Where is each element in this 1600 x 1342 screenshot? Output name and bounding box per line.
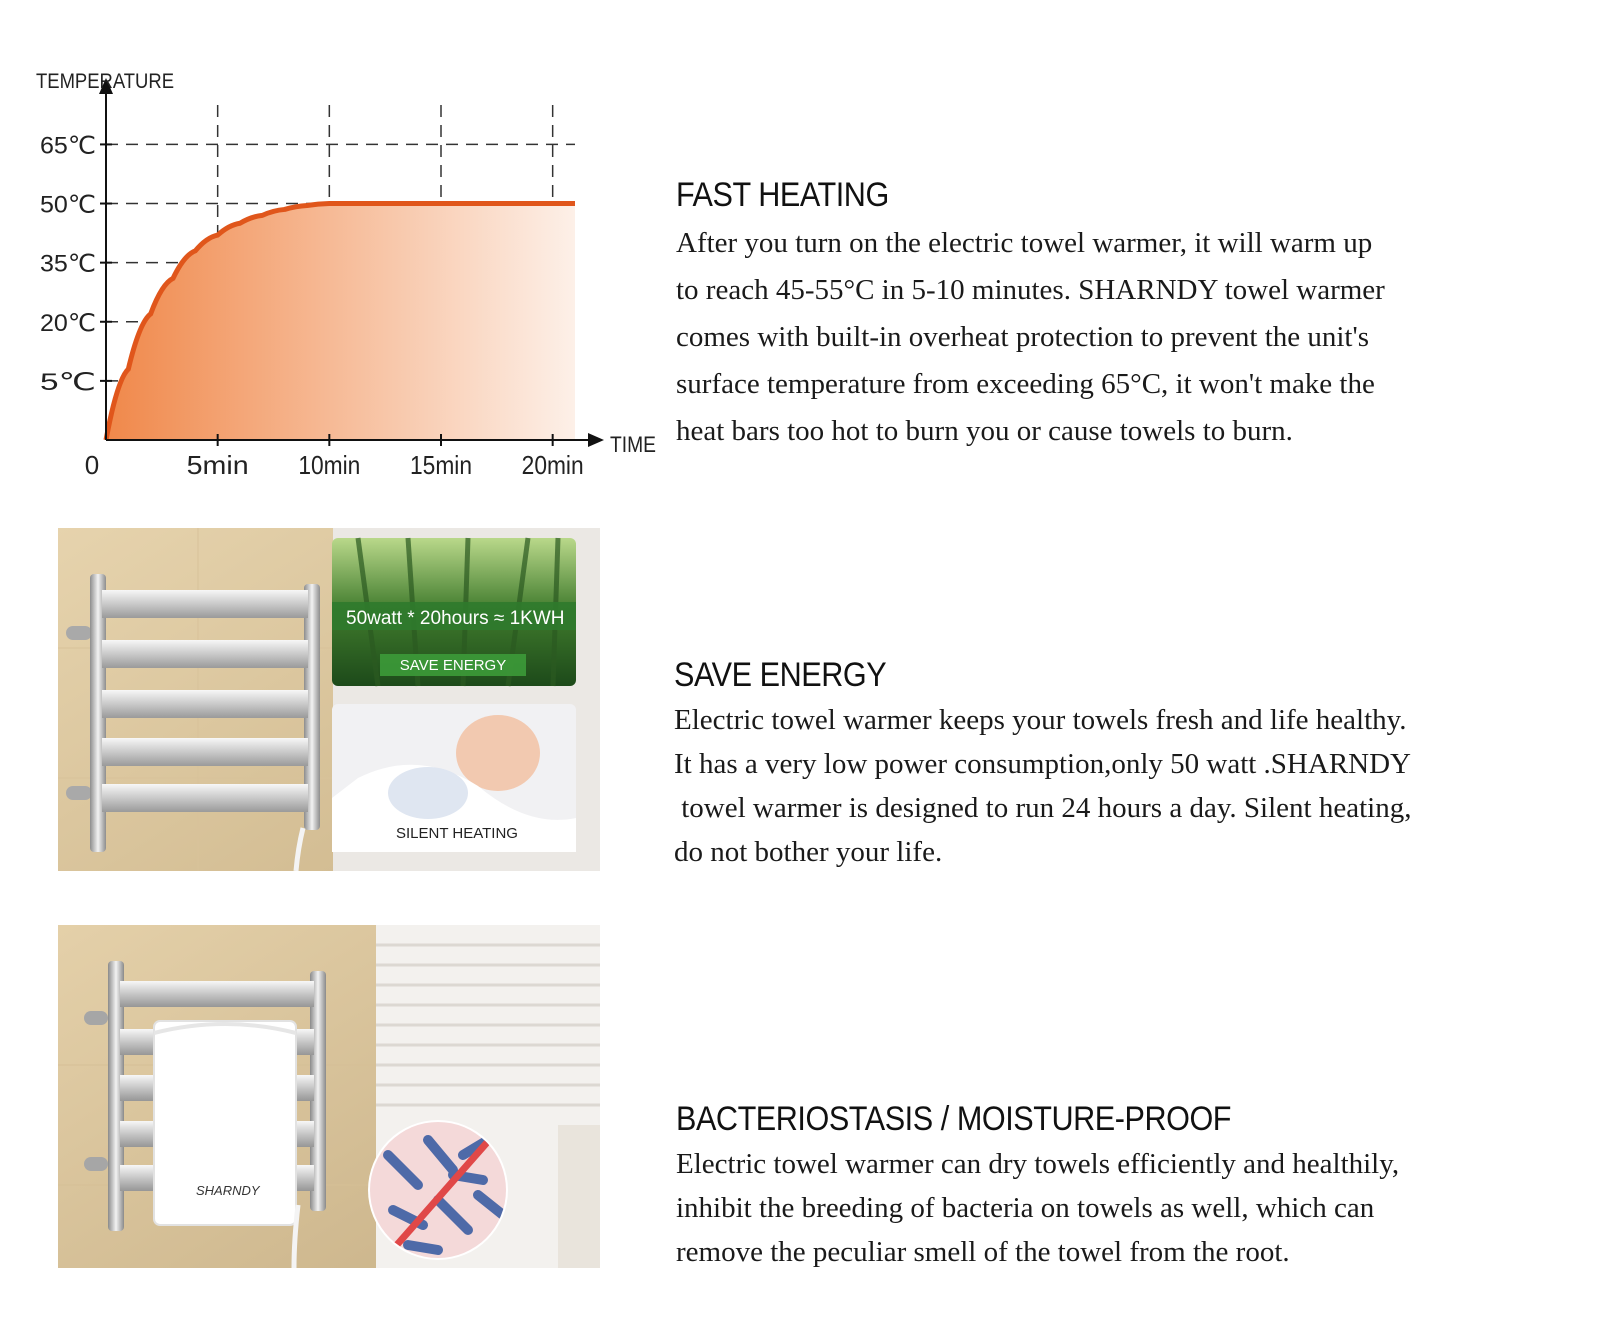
body-line: to reach 45-55°C in 5-10 minutes. SHARNDY towel warmer: [676, 274, 1385, 306]
chart-y-axis-label: TEMPERATURE: [36, 70, 174, 93]
bacteriostasis-illustration: [58, 925, 600, 1268]
body-line: heat bars too hot to burn you or cause towels to burn.: [676, 415, 1293, 447]
section-title-fast-heating: FAST HEATING: [676, 176, 889, 214]
chart-x-tick-label: 0: [84, 450, 100, 480]
chart-x-tick-label: 10min: [298, 450, 361, 480]
save-energy-photo: [58, 528, 600, 871]
section-body-bacteriostasis: [676, 1142, 1399, 1274]
chart-x-axis-arrow: [588, 433, 604, 447]
save-energy-badge: SAVE ENERGY: [399, 657, 507, 674]
body-line: remove the peculiar smell of the towel from the root.: [676, 1236, 1290, 1268]
section-title-save-energy: SAVE ENERGY: [674, 656, 887, 694]
body-line: inhibit the breeding of bacteria on towels as well, which can: [676, 1192, 1375, 1224]
energy-formula-label: 50watt * 20hours ≈ 1KWH: [346, 608, 565, 629]
body-line: Electric towel warmer can dry towels efficiently and healthily,: [676, 1148, 1400, 1180]
chart-y-tick-label: 35℃: [40, 250, 96, 278]
bacteriostasis-photo: [58, 925, 600, 1268]
chart-y-tick-label: 50℃: [40, 191, 96, 219]
towel-brand-label: SHARNDY: [196, 1183, 260, 1198]
body-line: Electric towel warmer keeps your towels fresh and life healthy.: [674, 704, 1407, 736]
body-line: do not bother your life.: [674, 836, 943, 868]
silent-heating-badge: SILENT HEATING: [396, 825, 518, 842]
chart-x-tick-label: 5min: [186, 450, 249, 480]
chart-area-fill: [106, 204, 575, 440]
body-line: surface temperature from exceeding 65°C, it won't make the: [676, 368, 1375, 400]
save-energy-illustration: [58, 528, 600, 871]
section-body-save-energy: [674, 698, 1411, 874]
chart-y-tick-label: 20℃: [40, 309, 96, 337]
body-line: After you turn on the electric towel warmer, it will warm up: [676, 227, 1373, 259]
chart-x-tick-label: 20min: [521, 450, 584, 480]
chart-y-tick-label: 65℃: [40, 132, 96, 160]
body-line: It has a very low power consumption,only 50 watt .SHARNDY: [674, 748, 1411, 780]
chart-y-tick-label: 5℃: [40, 368, 96, 396]
body-line: towel warmer is designed to run 24 hours a day. Silent heating,: [674, 792, 1412, 824]
temperature-chart: [20, 60, 660, 500]
temperature-chart-svg: [20, 60, 660, 500]
chart-x-tick-label: 15min: [410, 450, 472, 480]
section-body-fast-heating: [676, 220, 1385, 455]
section-title-bacteriostasis: BACTERIOSTASIS / MOISTURE-PROOF: [676, 1100, 1232, 1138]
chart-x-axis-label: TIME: [610, 432, 656, 457]
body-line: comes with built-in overheat protection to prevent the unit's: [676, 321, 1369, 353]
